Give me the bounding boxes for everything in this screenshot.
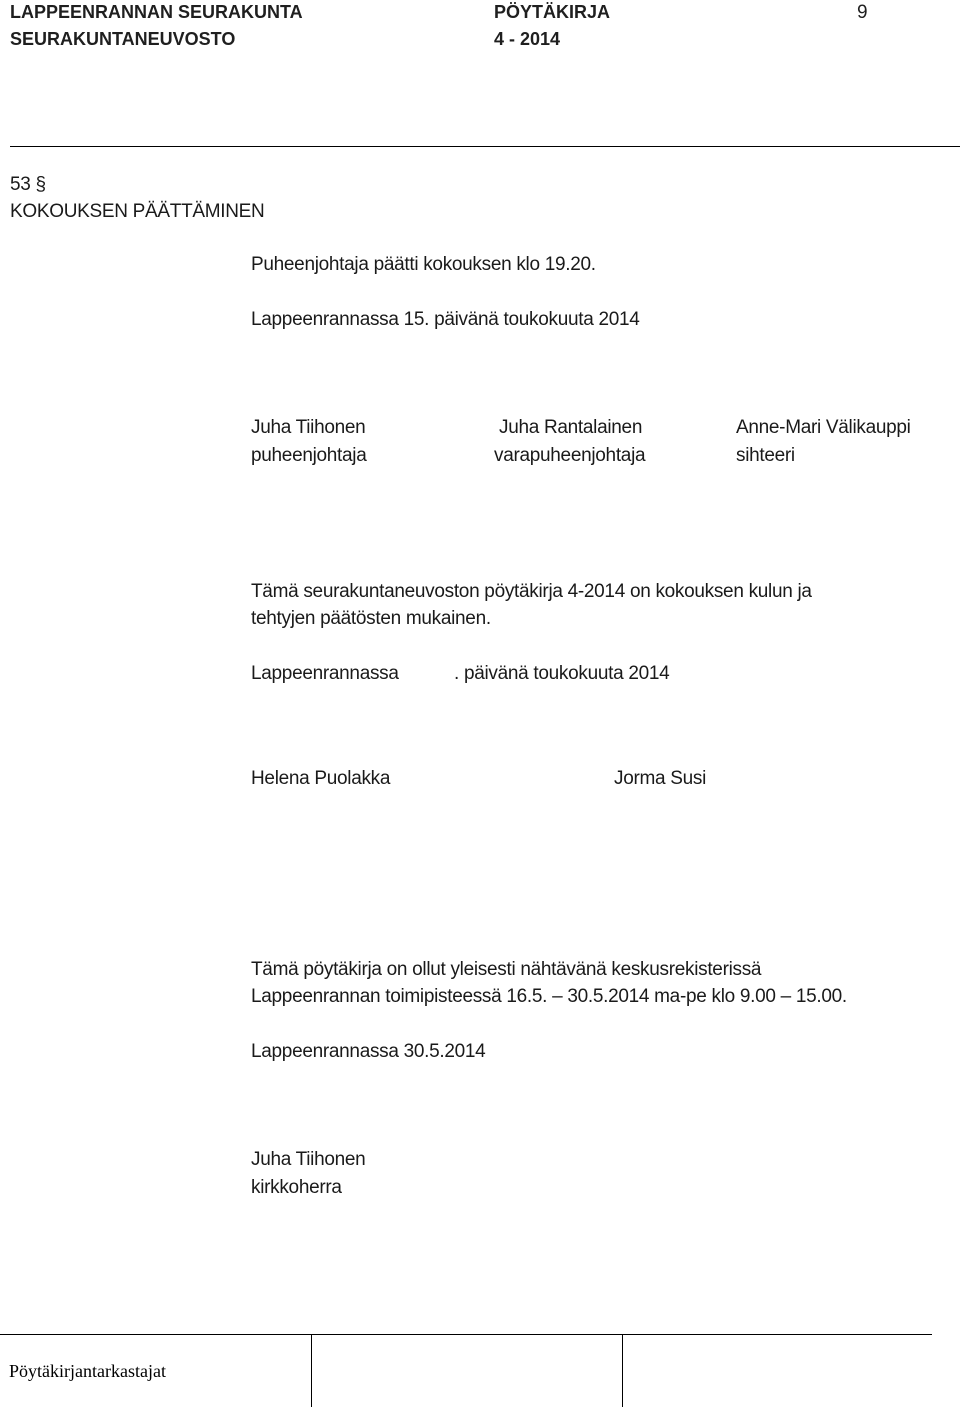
place-date: Lappeenrannassa 15. päivänä toukokuuta 2014 — [251, 309, 640, 330]
verification-text-line1: Tämä seurakuntaneuvoston pöytäkirja 4-2014 on kokouksen kulun ja — [251, 581, 812, 602]
page-number: 9 — [857, 2, 868, 23]
display-text-line2: Lappeenrannan toimipisteessä 16.5. – 30.5.2014 ma-pe klo 9.00 – 15.00. — [251, 986, 847, 1007]
checker-name-2: Jorma Susi — [614, 768, 707, 789]
footer-initials-cell-2 — [622, 1335, 931, 1407]
display-signer-name: Juha Tiihonen — [251, 1149, 366, 1170]
signature-name-secretary: Anne-Mari Välikauppi — [736, 417, 911, 438]
display-signer-title: kirkkoherra — [251, 1177, 342, 1198]
section-title: KOKOUKSEN PÄÄTTÄMINEN — [10, 201, 265, 222]
verification-text-line2: tehtyjen päätösten mukainen. — [251, 608, 491, 629]
display-text-line1: Tämä pöytäkirja on ollut yleisesti nähtävänä keskusrekisterissä — [251, 959, 762, 980]
footer-label-cell — [0, 1335, 312, 1407]
header-body: SEURAKUNTANEUVOSTO — [10, 29, 236, 49]
verification-place: Lappeenrannassa — [251, 663, 399, 684]
signature-role-secretary: sihteeri — [736, 445, 795, 466]
verification-date: . päivänä toukokuuta 2014 — [454, 663, 670, 684]
footer-initials-cell-1 — [311, 1335, 623, 1407]
signature-role-chair: puheenjohtaja — [251, 445, 367, 466]
signature-role-vice-chair: varapuheenjohtaja — [494, 445, 646, 466]
footer-checkers-box — [0, 1334, 932, 1407]
signature-name-chair: Juha Tiihonen — [251, 417, 366, 438]
footer-label: Pöytäkirjantarkastajat — [9, 1361, 166, 1381]
closing-text: Puheenjohtaja päätti kokouksen klo 19.20. — [251, 254, 596, 275]
signature-name-vice-chair: Juha Rantalainen — [499, 417, 643, 438]
header-doc-type: PÖYTÄKIRJA — [494, 2, 611, 22]
checker-name-1: Helena Puolakka — [251, 768, 391, 789]
header-doc-number: 4 - 2014 — [494, 29, 561, 49]
header-organization: LAPPEENRANNAN SEURAKUNTA — [10, 2, 303, 22]
display-place-date: Lappeenrannassa 30.5.2014 — [251, 1041, 486, 1062]
header-divider — [10, 146, 960, 147]
section-number: 53 § — [10, 174, 46, 195]
